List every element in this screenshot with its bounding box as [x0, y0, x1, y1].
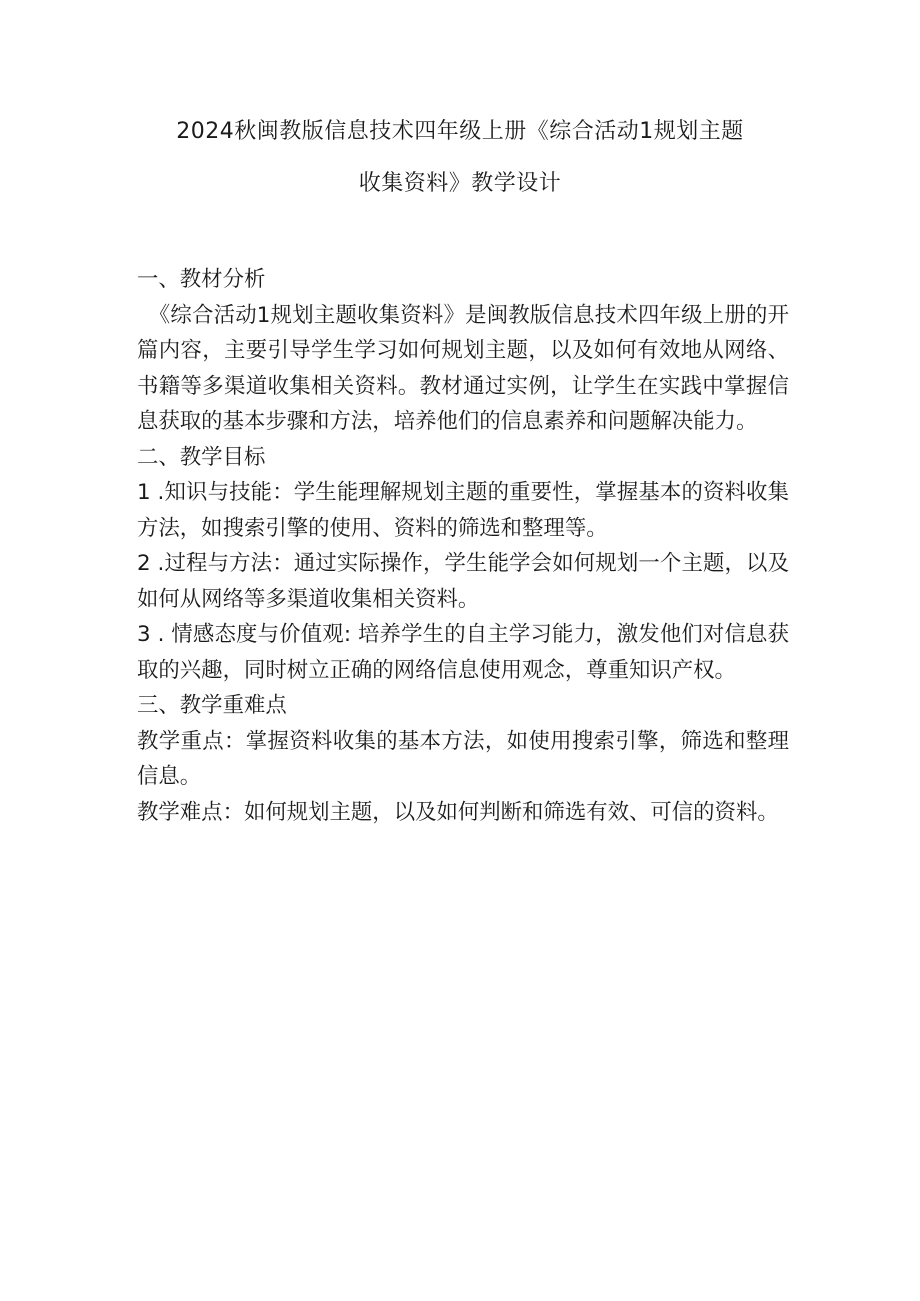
objective-item-knowledge-skills: 1 .知识与技能：学生能理解规划主题的重要性，掌握基本的资料收集方法，如搜索引擎的使用、资料的筛选和整理等。 [137, 480, 789, 541]
textbook-analysis-paragraph: 《综合活动1规划主题收集资料》是闽教版信息技术四年级上册的开篇内容，主要引导学生学习如何规划主题，以及如何有效地从网络、书籍等多渠道收集相关资料。教材通过实例，让学生在实践中掌握信息获取的基本步骤和方法，培养他们的信息素养和问题解决能力。 [137, 302, 789, 434]
document-title-line-2: 收集资料》教学设计 [358, 171, 562, 196]
section-heading-textbook-analysis: 一、教材分析 [137, 267, 266, 292]
objective-item-process-methods: 2 .过程与方法：通过实际操作，学生能学会如何规划一个主题，以及如何从网络等多渠道收集相关资料。 [137, 551, 789, 612]
section-heading-key-difficult-points: 三、教学重难点 [137, 693, 287, 718]
teaching-key-point: 教学重点：掌握资料收集的基本方法，如使用搜索引擎，筛选和整理信息。 [137, 728, 789, 789]
objective-item-emotion-values: 3 . 情感态度与价值观: 培养学生的自主学习能力，激发他们对信息获取的兴趣，同时树立正确的网络信息使用观念，尊重知识产权。 [137, 622, 789, 683]
document-body [137, 262, 789, 830]
document-title-line-1: 2024秋闽教版信息技术四年级上册《综合活动1规划主题 [176, 119, 744, 144]
section-heading-teaching-objectives: 二、教学目标 [137, 444, 266, 470]
teaching-difficult-point: 教学难点：如何规划主题，以及如何判断和筛选有效、可信的资料。 [137, 799, 779, 825]
